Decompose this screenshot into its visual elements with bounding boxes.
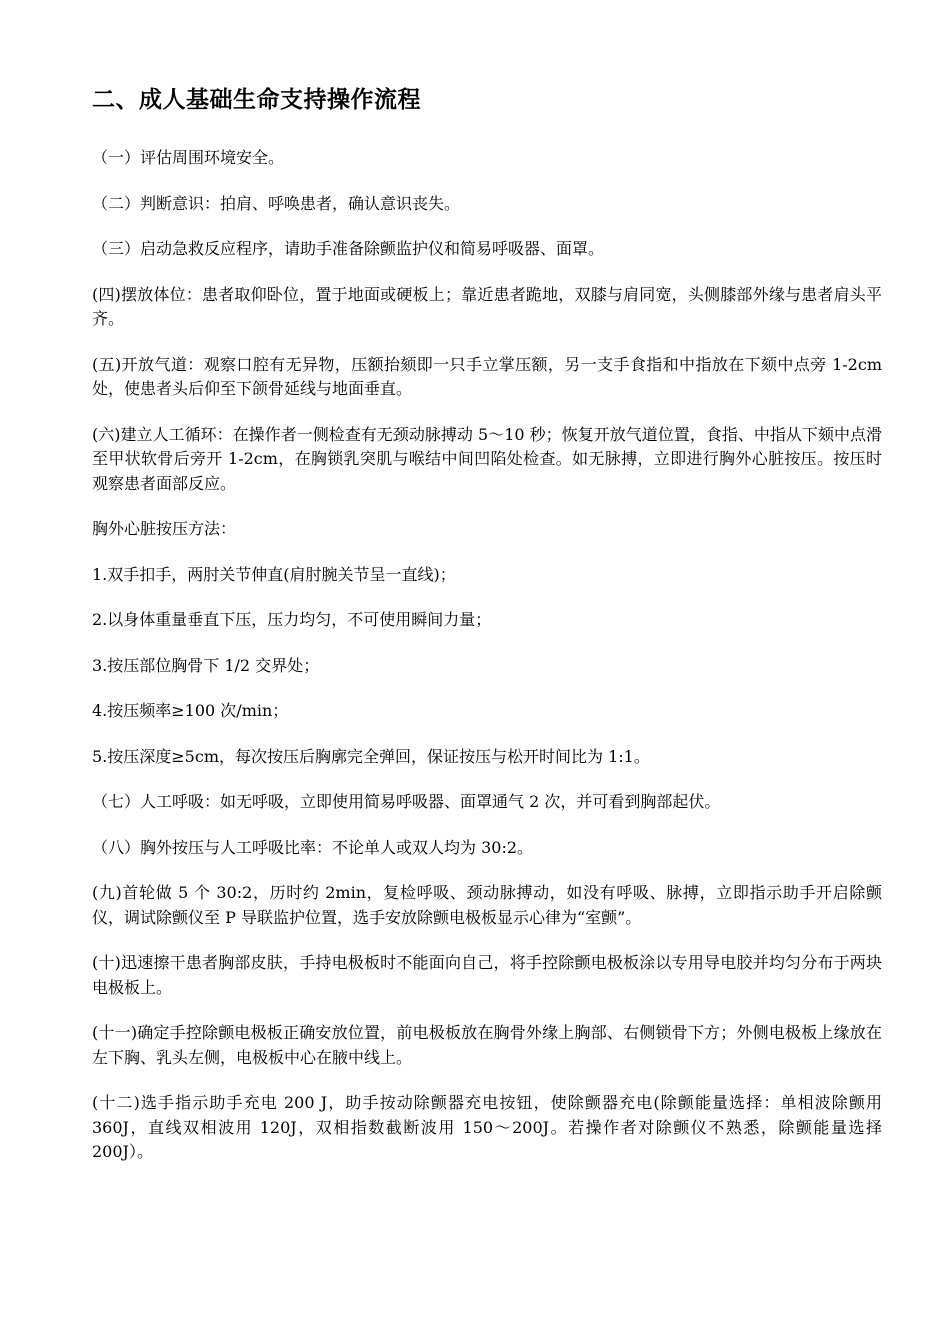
paragraph-step-6: (六)建立人工循环：在操作者一侧检查有无颈动脉搏动 5～10 秒；恢复开放气道位置，食指、中指从下颏中点滑至甲状软骨后旁开 1-2cm，在胸锁乳突肌与喉结中间凹陷处检查。如无脉搏，立即进行胸外心脏按压。按压时观察患者面部反应。 bbox=[92, 424, 882, 493]
paragraph-step-4: (四)摆放体位：患者取仰卧位，置于地面或硬板上；靠近患者跪地，双膝与肩同宽，头侧膝部外缘与患者肩头平齐。 bbox=[92, 284, 882, 328]
compression-method-heading: 胸外心脏按压方法： bbox=[92, 519, 237, 538]
paragraph-step-8: （八）胸外按压与人工呼吸比率：不论单人或双人均为 30:2。 bbox=[92, 837, 534, 857]
compression-item-2: 2.以身体重量垂直下压，压力均匀，不可使用瞬间力量； bbox=[92, 610, 492, 629]
paragraph-step-11: (十一)确定手控除颤电极板正确安放位置，前电极板放在胸骨外缘上胸部、右侧锁骨下方；外侧电极板上缘放在左下胸、乳头左侧，电极板中心在腋中线上。 bbox=[92, 1023, 882, 1067]
paragraph-step-9: (九)首轮做 5 个 30:2，历时约 2min，复检呼吸、颈动脉搏动，如没有呼吸、脉搏，立即指示助手开启除颤仪，调试除颤仪至 P 导联监护位置，选手安放除颤电极板显示心律为“室颤”。 bbox=[92, 883, 882, 927]
page-title: 二、成人基础生命支持操作流程 bbox=[92, 87, 421, 113]
paragraph-step-1: （一）评估周围环境安全。 bbox=[92, 148, 285, 167]
compression-item-5: 5.按压深度≥5cm，每次按压后胸廓完全弹回，保证按压与松开时间比为 1:1。 bbox=[92, 746, 650, 766]
paragraph-step-3: （三）启动急救反应程序，请助手准备除颤监护仪和简易呼吸器、面罩。 bbox=[92, 239, 605, 258]
compression-item-4: 4.按压频率≥100 次/min； bbox=[92, 701, 289, 720]
paragraph-step-2: （二）判断意识：拍肩、呼唤患者，确认意识丧失。 bbox=[92, 193, 461, 213]
compression-item-1: 1.双手扣手，两肘关节伸直(肩肘腕关节呈一直线)； bbox=[92, 564, 456, 584]
compression-item-3: 3.按压部位胸骨下 1/2 交界处； bbox=[92, 655, 320, 675]
paragraph-step-5: (五)开放气道：观察口腔有无异物，压额抬颏即一只手立掌压额，另一支手食指和中指放在下颏中点旁 1-2cm 处，使患者头后仰至下颌骨延线与地面垂直。 bbox=[92, 354, 882, 398]
paragraph-step-7: （七）人工呼吸：如无呼吸，立即使用简易呼吸器、面罩通气 2 次，并可看到胸部起伏。 bbox=[92, 792, 721, 811]
paragraph-step-12: (十二)选手指示助手充电 200 J，助手按动除颤器充电按钮，使除颤器充电(除颤能量选择：单相波除颤用 360J，直线双相波用 120J，双相指数截断波用 150～200J。若操作者对除颤仪不熟悉，除颤能量选择 200J）。 bbox=[92, 1093, 882, 1161]
paragraph-step-10: (十)迅速擦干患者胸部皮肤，手持电极板时不能面向自己，将手控除颤电极板涂以专用导电胶并均匀分布于两块电极板上。 bbox=[92, 953, 882, 997]
document-page bbox=[92, 84, 882, 1186]
